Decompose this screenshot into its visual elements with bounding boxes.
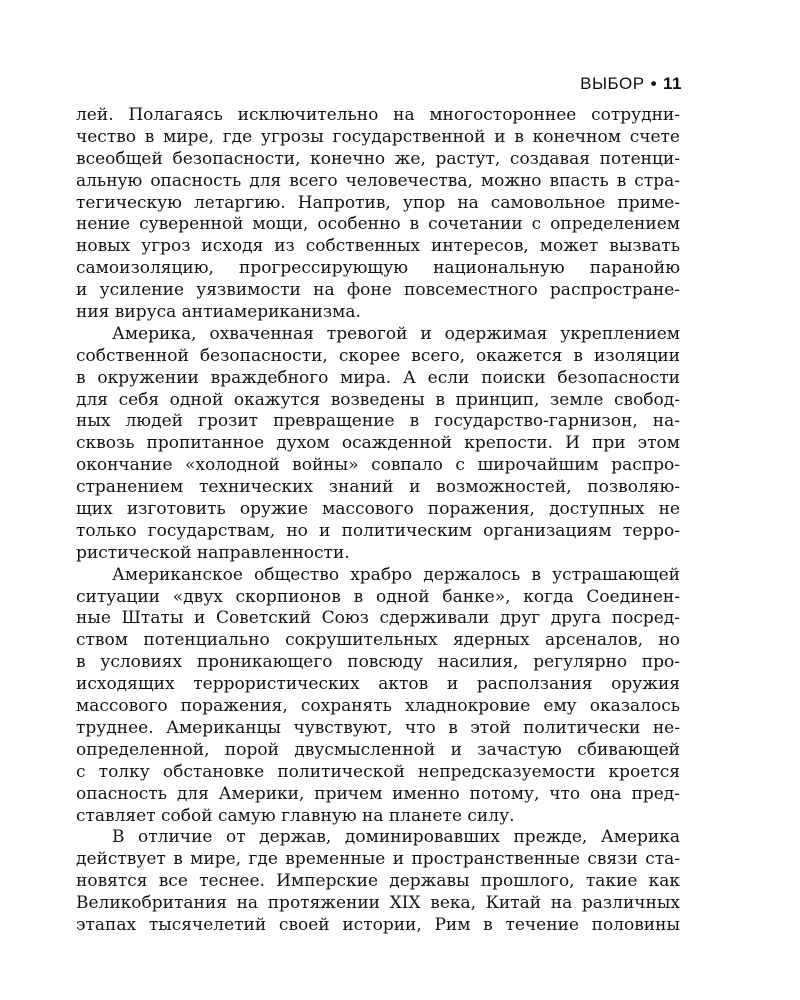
text-line: ставляет собой самую главную на планете силу. (76, 805, 515, 826)
paragraph (76, 565, 680, 828)
text-line: новятся все теснее. Имперские державы прошлого, такие как (76, 871, 680, 892)
text-line: только государствам, но и политическим организациям терро- (76, 520, 680, 541)
text-line: альную опасность для всего человечества, можно впасть в стра- (76, 170, 680, 191)
text-line: ристической направленности. (76, 542, 350, 563)
body-text (76, 105, 680, 937)
text-line: ния вируса антиамериканизма. (76, 302, 361, 323)
text-line: тегическую летаргию. Напротив, упор на самовольное приме- (76, 192, 680, 213)
text-line: опасность для Америки, причем именно потому, что она пред- (76, 783, 680, 804)
text-line: окончание «холодной войны» совпало с широчайшим распро- (76, 455, 680, 476)
text-line: действует в мире, где временные и пространственные связи ста- (76, 849, 680, 870)
text-line: с толку обстановке политической непредсказуемости кроется (76, 761, 680, 782)
text-line: новых угроз исходя из собственных интересов, может вызвать (76, 236, 680, 257)
paragraph (76, 827, 680, 936)
text-line: ситуации «двух скорпионов в одной банке», когда Соединен- (76, 586, 680, 607)
text-line: массового поражения, сохранять хладнокровие ему оказалось (76, 696, 680, 717)
text-line: В отличие от держав, доминировавших прежде, Америка (112, 827, 680, 848)
text-line: в окружении враждебного мира. А если поиски безопасности (76, 367, 680, 388)
text-line: Великобритания на протяжении XIX века, Китай на различных (76, 893, 680, 914)
paragraph (76, 324, 680, 565)
text-line: лей. Полагаясь исключительно на многостороннее сотрудни- (76, 105, 680, 125)
text-line: в условиях проникающего повсюду насилия, регулярно про- (76, 652, 680, 673)
header-bullet: • (650, 74, 658, 93)
text-line: сквозь пропитанное духом осажденной крепости. И при этом (76, 433, 680, 454)
text-line: для себя одной окажутся возведены в принцип, земле свобод- (76, 389, 680, 410)
text-line: Американское общество храбро держалось в устрашающей (112, 564, 680, 585)
text-line: собственной безопасности, скорее всего, окажется в изоляции (76, 345, 680, 366)
text-line: определенной, порой двусмысленной и зачастую сбивающей (76, 739, 680, 760)
text-line: труднее. Американцы чувствуют, что в этой политически не- (76, 717, 680, 738)
text-line: нение суверенной мощи, особенно в сочетании с определением (76, 214, 680, 235)
text-line: ные Штаты и Советский Союз сдерживали друг друга посред- (76, 608, 680, 629)
page-number: 11 (663, 74, 682, 93)
text-line: исходящих террористических актов и расползания оружия (76, 674, 680, 695)
text-line: самоизоляцию, прогрессирующую национальную паранойю (76, 258, 680, 279)
section-title: ВЫБОР (580, 74, 645, 93)
text-line: ством потенциально сокрушительных ядерных арсеналов, но (76, 630, 680, 651)
text-line: и усиление уязвимости на фоне повсеместного распростране- (76, 280, 680, 301)
running-header (580, 74, 682, 94)
text-line: чество в мире, где угрозы государственной и в конечном счете (76, 126, 680, 147)
text-line: Америка, охваченная тревогой и одержимая укреплением (112, 323, 680, 344)
text-line: всеобщей безопасности, конечно же, растут, создавая потенци- (76, 148, 680, 169)
paragraph (76, 105, 680, 324)
text-line: странением технических знаний и возможностей, позволяю- (76, 477, 680, 498)
text-line: ных людей грозит превращение в государство-гарнизон, на- (76, 411, 680, 432)
text-line: щих изготовить оружие массового поражения, доступных не (76, 499, 680, 520)
text-line: этапах тысячелетий своей истории, Рим в течение половины (76, 914, 680, 935)
